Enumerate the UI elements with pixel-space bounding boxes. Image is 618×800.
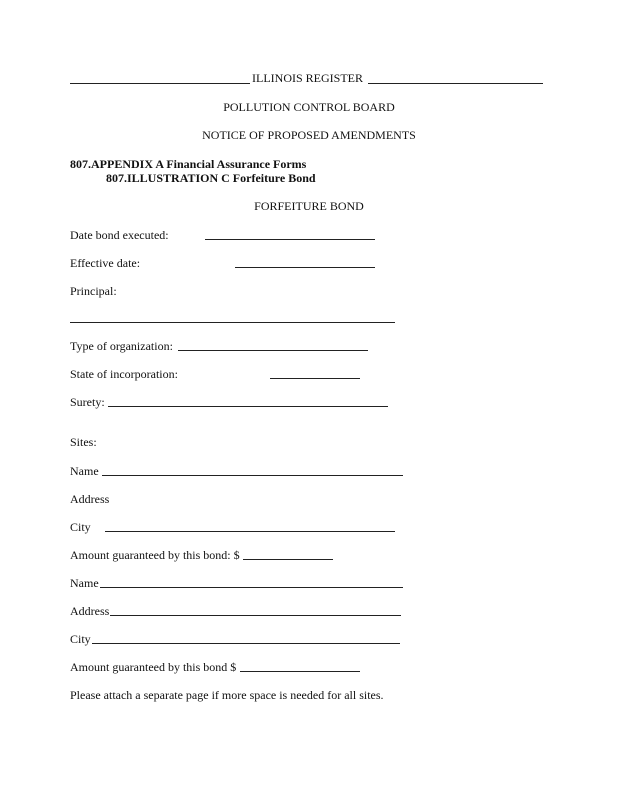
site2-address-label: Address (70, 604, 110, 618)
header-rule-right (368, 83, 543, 84)
board-title: POLLUTION CONTROL BOARD (223, 100, 395, 114)
effective-date-field[interactable] (235, 267, 375, 268)
site1-name-field[interactable] (102, 475, 403, 476)
site2-name-label: Name (70, 576, 99, 590)
form-title: FORFEITURE BOND (254, 199, 364, 213)
state-field[interactable] (270, 378, 360, 379)
date-executed-label: Date bond executed: (70, 228, 169, 242)
surety-label: Surety: (70, 395, 105, 409)
notice-title: NOTICE OF PROPOSED AMENDMENTS (202, 128, 416, 142)
site2-name-field[interactable] (100, 587, 403, 588)
site2-city-label: City (70, 632, 91, 646)
state-label: State of incorporation: (70, 367, 178, 381)
principal-label: Principal: (70, 284, 117, 298)
site2-amount-field[interactable] (240, 671, 360, 672)
register-title: ILLINOIS REGISTER (252, 71, 363, 85)
appendix-heading: 807.APPENDIX A Financial Assurance Forms (70, 157, 307, 171)
site1-address-label: Address (70, 492, 110, 506)
site2-address-field[interactable] (110, 615, 401, 616)
date-executed-field[interactable] (205, 239, 375, 240)
org-type-field[interactable] (178, 350, 368, 351)
surety-field[interactable] (108, 406, 388, 407)
effective-date-label: Effective date: (70, 256, 141, 270)
org-type-label: Type of organization: (70, 339, 173, 353)
site2-amount-label: Amount guaranteed by this bond $ (70, 660, 237, 674)
site1-city-label: City (70, 520, 91, 534)
site2-city-field[interactable] (92, 643, 400, 644)
attach-note: Please attach a separate page if more space is needed for all sites. (70, 688, 384, 702)
sites-label: Sites: (70, 435, 97, 449)
site1-amount-label: Amount guaranteed by this bond: $ (70, 548, 240, 562)
illustration-heading: 807.ILLUSTRATION C Forfeiture Bond (106, 171, 316, 185)
site1-amount-field[interactable] (243, 559, 333, 560)
principal-field[interactable] (70, 322, 395, 323)
site1-name-label: Name (70, 464, 99, 478)
header-rule-left (70, 83, 250, 84)
site1-city-field[interactable] (105, 531, 395, 532)
